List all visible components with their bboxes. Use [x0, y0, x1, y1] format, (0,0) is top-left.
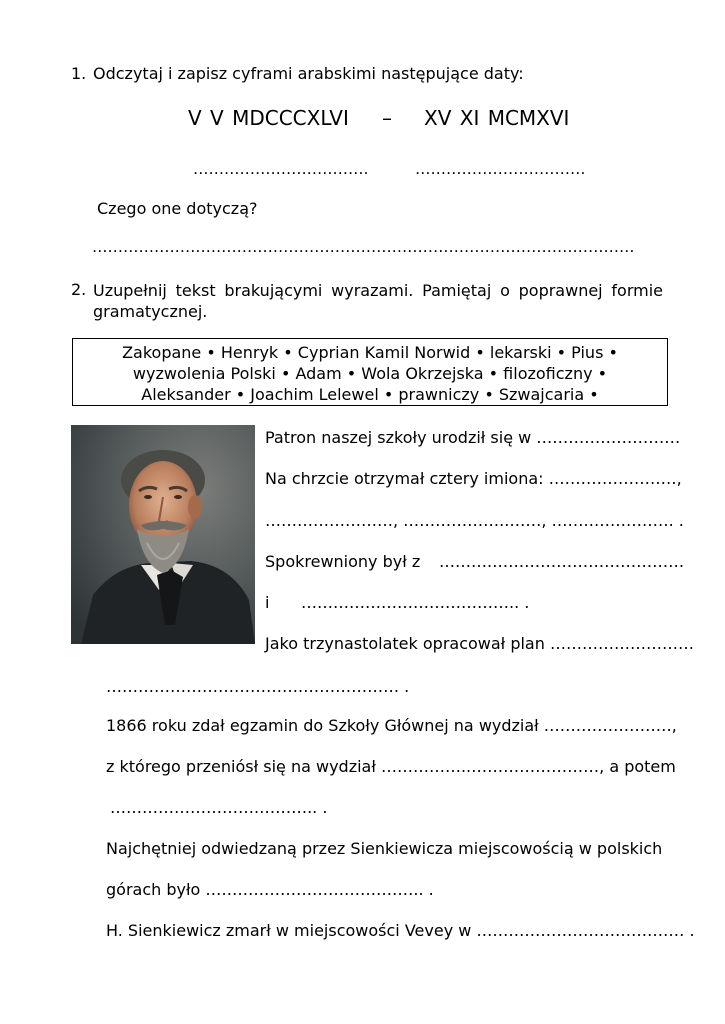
text-line-related: Spokrewniony był z — [265, 552, 421, 571]
word-bank-row-1: Zakopane • Henryk • Cyprian Kamil Norwid • lekarski • Pius • — [122, 343, 618, 362]
q2-instruction: Uzupełnij tekst brakującymi wyrazami. Pamiętaj o poprawnej formie gramatycznej. — [93, 281, 663, 321]
text-line-names-blanks: ……………………, ………………..……, …….……………. . — [265, 511, 684, 530]
date-dash: – — [382, 106, 392, 130]
text-line-exam: 1866 roku zdał egzamin do Szkoły Głównej na wydział ……………………, — [106, 716, 677, 735]
answer-line-left: ……………………………. — [193, 160, 369, 178]
q2-number: 2. — [71, 280, 87, 299]
text-line-death: H. Sienkiewicz zmarł w miejscowości Vevey w ………………………………… . — [106, 921, 695, 940]
text-line-plan: Jako trzynastolatek opracował plan ……………………… — [265, 634, 694, 653]
text-line-transfer: z którego przeniósł się na wydział ……………..……………………, a potem — [106, 757, 676, 776]
q1-answer-line: …………………………………………………………………………………………… — [92, 238, 635, 256]
word-bank — [72, 338, 668, 406]
text-line-plan-blank: ……………………………….……………… . — [106, 677, 410, 696]
answer-line-right: …………………………… — [415, 160, 586, 178]
text-line-and: i — [265, 593, 270, 612]
date-left: V V MDCCCXLVI — [188, 106, 349, 130]
text-line-mountains-blank: górach było ………………………………….. . — [106, 880, 434, 899]
word-bank-row-2: wyzwolenia Polski • Adam • Wola Okrzejska • filozoficzny • — [132, 364, 608, 383]
text-line-and-blank: ………………………………….. . — [301, 593, 530, 612]
q1-question: Czego one dotyczą? — [97, 199, 258, 218]
word-bank-row-3: Aleksander • Joachim Lelewel • prawniczy • Szwajcaria • — [141, 385, 599, 404]
q1-number: 1. — [71, 64, 87, 83]
text-line-birthplace: Patron naszej szkoły urodził się w ……………………… — [265, 428, 681, 447]
portrait-image — [71, 425, 255, 644]
text-line-names: Na chrzcie otrzymał cztery imiona: ……………………, — [265, 469, 682, 488]
text-line-related-blank: ……….……………………………… — [439, 552, 685, 571]
q1-instruction: Odczytaj i zapisz cyframi arabskimi następujące daty: — [93, 64, 524, 83]
text-line-mountains: Najchętniej odwiedzaną przez Sienkiewicza miejscowością w polskich — [106, 839, 663, 858]
date-right: XV XI MCMXVI — [424, 106, 570, 130]
text-line-transfer-blank: ……………………….……….. . — [110, 798, 328, 817]
